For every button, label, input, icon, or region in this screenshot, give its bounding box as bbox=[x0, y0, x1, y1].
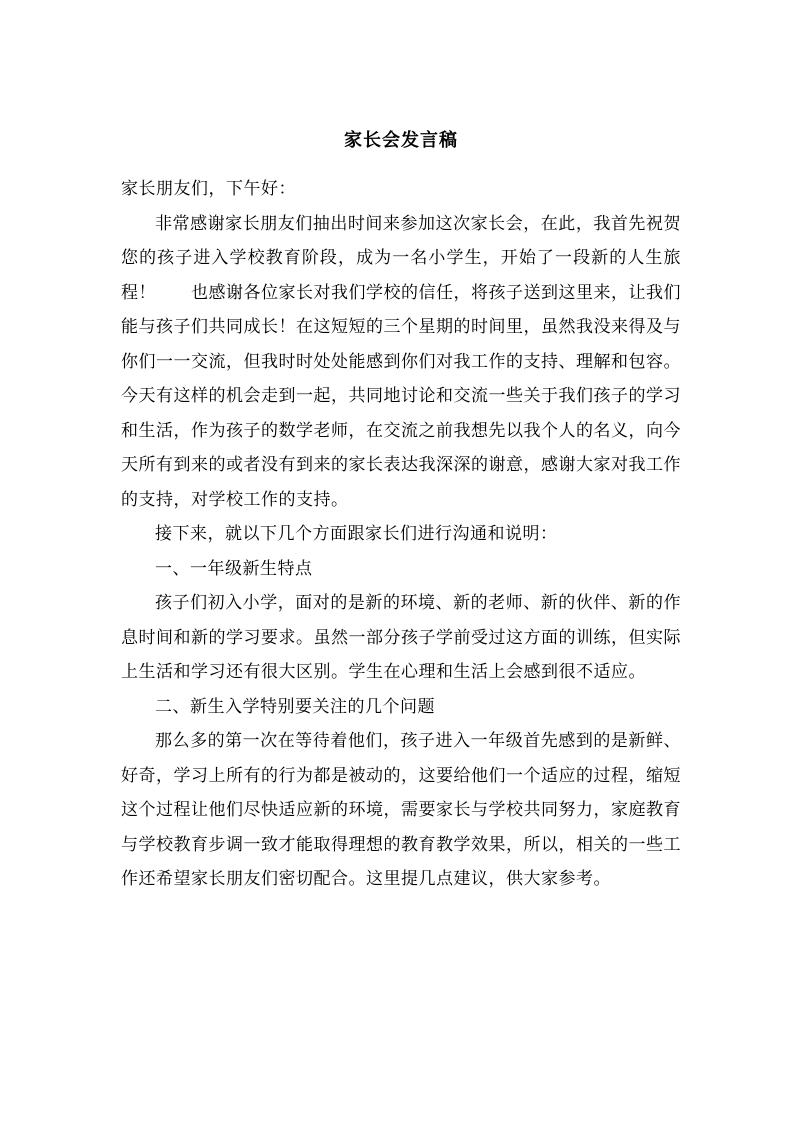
greeting: 家长朋友们，下午好： bbox=[121, 179, 296, 199]
paragraph-freshman-traits: 孩子们初入小学，面对的是新的环境、新的老师、新的伙伴、新的作息时间和新的学习要求。虽然一部分孩子学前受过这方面的训练，但实际上生活和学习还有很大区别。学生在心理和生活上会感到很不适应。 bbox=[121, 593, 681, 682]
paragraph-key-issues: 那么多的第一次在等待着他们，孩子进入一年级首先感到的是新鲜、好奇，学习上所有的行为都是被动的，这要给他们一个适应的过程，缩短这个过程让他们尽快适应新的环境，需要家长与学校共同努力，家庭教育与学校教育步调一致才能取得理想的教育教学效果，所以，相关的一些工作还希望家长朋友们密切配合。这里提几点建议，供大家参考。 bbox=[121, 731, 681, 889]
paragraph-intro: 接下来，就以下几个方面跟家长们进行沟通和说明： bbox=[155, 524, 558, 544]
document-title: 家长会发言稿 bbox=[344, 130, 458, 151]
document-body bbox=[121, 126, 681, 897]
paragraph-thanks: 非常感谢家长朋友们抽出时间来参加这次家长会，在此，我首先祝贺您的孩子进入学校教育阶段，成为一名小学生，开始了一段新的人生旅程！ 也感谢各位家长对我们学校的信任，将孩子送到这里来，让我们能与孩子们共同成长！在这短短的三个星期的时间里，虽然我没来得及与你们一一交流，但我时时处处能感到你们对我工作的支持、理解和包容。今天有这样的机会走到一起，共同地讨论和交流一些关于我们孩子的学习和生活，作为孩子的数学老师，在交流之前我想先以我个人的名义，向今天所有到来的或者没有到来的家长表达我深深的谢意，感谢大家对我工作的支持，对学校工作的支持。 bbox=[121, 213, 681, 510]
section-heading-2: 二、新生入学特别要关注的几个问题 bbox=[155, 696, 435, 717]
section-heading-1: 一、一年级新生特点 bbox=[155, 558, 313, 579]
